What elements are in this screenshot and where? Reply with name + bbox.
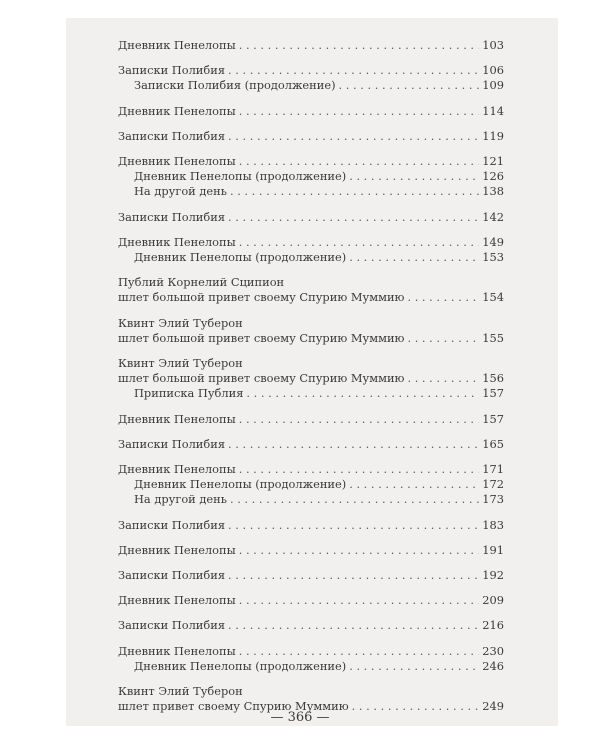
toc-page-number: 106 [482,63,504,78]
toc-title: Записки Полибия [118,436,226,451]
leader-dots [228,568,479,583]
toc-page-number: 155 [482,330,504,345]
toc-title: Записки Полибия [118,618,226,633]
leader-dots [228,210,479,225]
toc-subentry [118,78,504,93]
toc-page-number: 246 [482,658,504,673]
toc-entry [118,104,504,119]
toc-page-number: 173 [482,492,504,507]
toc-line [118,38,504,53]
toc-title: Дневник Пенелопы (продолжение) [134,477,347,492]
toc-entry [118,412,504,427]
toc-entry [118,618,504,633]
leader-dots [239,154,479,169]
toc-page-number: 121 [482,154,504,169]
toc-page-number: 142 [482,209,504,224]
toc-title: Дневник Пенелопы [118,234,236,249]
leader-dots [228,437,479,452]
toc-page-number: 209 [482,593,504,608]
toc-line [118,104,504,119]
toc-title: Приписка Публия [134,386,244,401]
leader-dots [230,184,479,199]
toc-line [118,518,504,533]
toc-page-number: 192 [482,568,504,583]
toc-title: Записки Полибия [118,209,226,224]
toc-entry [118,644,504,674]
toc-entry [118,275,504,305]
toc-page-number: 249 [482,699,504,714]
leader-dots [407,371,479,386]
toc-page-number: 156 [482,371,504,386]
toc-entry [118,568,504,583]
toc-title: шлет привет своему Спурию Муммию [118,699,349,714]
leader-dots [239,462,479,477]
toc-line [118,290,504,305]
toc-title: Публий Корнелий Сципион [118,275,285,290]
toc-page-number: 103 [482,38,504,52]
toc-line [118,331,504,346]
toc-page-number: 172 [482,477,504,492]
toc-line [118,356,504,371]
leader-dots [407,331,479,346]
toc-title: шлет большой привет своему Спурию Муммию [118,290,405,305]
leader-dots [349,169,479,184]
toc-title: Дневник Пенелопы [118,462,236,477]
page-number: — 366 — [270,710,330,725]
leader-dots [228,518,479,533]
leader-dots [349,659,479,674]
leader-dots [230,492,479,507]
toc-entry [118,462,504,508]
toc-line [118,210,504,225]
toc-title: На другой день [134,492,227,507]
leader-dots [239,38,479,53]
toc-line [118,568,504,583]
toc-line [118,437,504,452]
toc-entry [118,38,504,53]
toc-line [118,129,504,144]
toc-subentry [118,659,504,674]
toc-line [118,154,504,169]
toc-title: Записки Полибия [118,568,226,583]
toc-line [118,371,504,386]
leader-dots [239,104,479,119]
table-of-contents [118,38,504,715]
leader-dots [339,78,479,93]
toc-page-number: 216 [482,618,504,633]
leader-dots [228,618,479,633]
toc-subentry [118,477,504,492]
leader-dots [228,63,479,78]
leader-dots [246,386,479,401]
toc-subentry [118,169,504,184]
toc-line [118,618,504,633]
toc-subentry [118,250,504,265]
toc-title: Дневник Пенелопы [118,593,236,608]
toc-entry [118,235,504,265]
toc-page-number: 119 [482,128,504,143]
leader-dots [349,250,479,265]
toc-title: Записки Полибия [118,128,226,143]
toc-line [118,644,504,659]
toc-entry [118,437,504,452]
toc-line [118,63,504,78]
toc-line [118,593,504,608]
toc-page-number: 149 [482,234,504,249]
leader-dots [407,290,479,305]
toc-title: Квинт Элий Туберон [118,356,243,371]
toc-title: На другой день [134,184,227,199]
toc-entry [118,518,504,533]
toc-title: Квинт Элий Туберон [118,315,243,330]
toc-subentry [118,386,504,401]
leader-dots [239,235,479,250]
toc-title: Дневник Пенелопы (продолжение) [134,658,347,673]
toc-entry [118,593,504,608]
toc-title: Дневник Пенелопы [118,103,236,118]
toc-entry [118,154,504,200]
toc-page-number: 109 [482,78,504,93]
toc-entry [118,129,504,144]
toc-page-number: 157 [482,386,504,401]
toc-title: Квинт Элий Туберон [118,684,243,699]
toc-page-number: 153 [482,250,504,265]
toc-title: Дневник Пенелопы [118,38,236,52]
toc-page-number: 126 [482,169,504,184]
toc-line [118,412,504,427]
toc-page-number: 230 [482,643,504,658]
toc-line [118,543,504,558]
toc-page-number: 171 [482,462,504,477]
toc-line [118,275,504,290]
toc-title: шлет большой привет своему Спурию Муммию [118,330,405,345]
toc-title: Дневник Пенелопы [118,643,236,658]
toc-entry [118,356,504,402]
toc-title: Дневник Пенелопы [118,542,236,557]
toc-page-number: 114 [482,103,504,118]
toc-entry [118,543,504,558]
toc-page-number: 157 [482,411,504,426]
leader-dots [239,644,479,659]
toc-line [118,684,504,699]
toc-title: Записки Полибия (продолжение) [134,78,336,93]
leader-dots [349,477,479,492]
toc-entry [118,63,504,93]
toc-title: Дневник Пенелопы [118,154,236,169]
leader-dots [228,129,479,144]
leader-dots [239,412,479,427]
toc-subentry [118,492,504,507]
toc-title: Дневник Пенелопы (продолжение) [134,250,347,265]
toc-line [118,235,504,250]
toc-entry [118,210,504,225]
leader-dots [239,593,479,608]
toc-subentry [118,184,504,199]
toc-title: Дневник Пенелопы (продолжение) [134,169,347,184]
toc-line [118,462,504,477]
toc-title: Записки Полибия [118,63,226,78]
toc-entry [118,316,504,346]
toc-line [118,316,504,331]
toc-page-number: 183 [482,517,504,532]
toc-title: Записки Полибия [118,517,226,532]
toc-page-number: 165 [482,436,504,451]
leader-dots [239,543,479,558]
toc-title: шлет большой привет своему Спурию Муммию [118,371,405,386]
toc-page-number: 138 [482,184,504,199]
toc-page-number: 191 [482,542,504,557]
toc-title: Дневник Пенелопы [118,411,236,426]
toc-page-number: 154 [482,290,504,305]
